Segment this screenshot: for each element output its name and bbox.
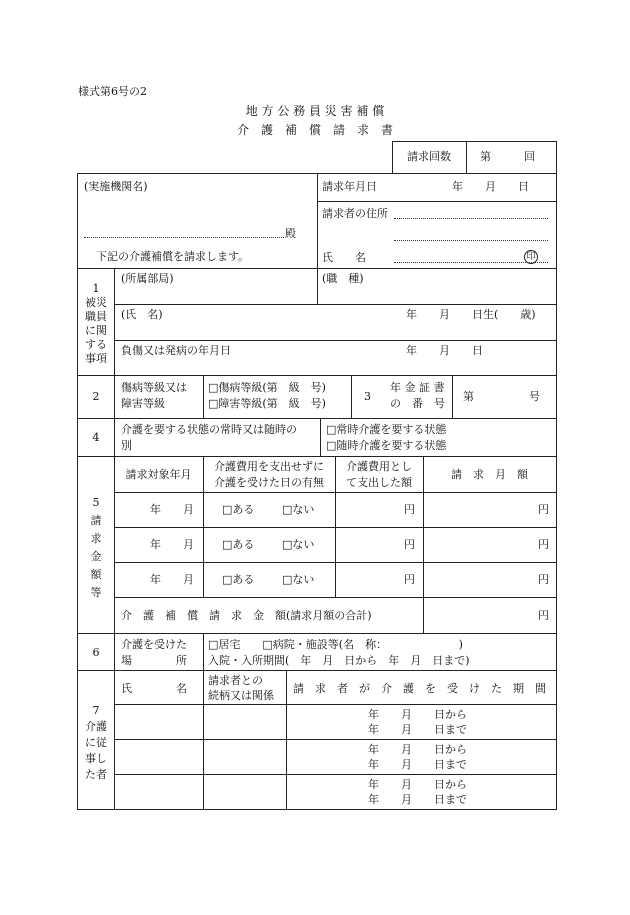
caregiver3-from[interactable]: 年 月 日から [368, 778, 467, 791]
dept-label: (所属部局) [121, 272, 174, 285]
row3-expense-yen[interactable]: 円 [404, 573, 415, 586]
section5-side-4: 金 [90, 550, 102, 563]
head-target-month: 請求対象年月 [125, 468, 192, 481]
disability-grade-option[interactable]: □障害等級(第 級 号) [208, 397, 326, 410]
request-date-value[interactable]: 年 月 日 [452, 180, 529, 193]
care-place-label-2: 場 所 [121, 654, 187, 667]
care-place-label-1: 介護を受けた [121, 638, 187, 651]
agency-dono: 殿 [285, 227, 296, 240]
care-state-label-2: 別 [121, 439, 132, 452]
relationship-head-1: 請求者との [208, 674, 263, 687]
caregiver2-to[interactable]: 年 月 日まで [368, 758, 467, 771]
row2-year-month[interactable]: 年 月 [150, 538, 194, 551]
section7-side-5: た者 [85, 768, 107, 781]
row1-expense-yen[interactable]: 円 [404, 503, 415, 516]
row3-yes-option[interactable]: □ある [222, 573, 255, 586]
section5-side-2: 請 [90, 514, 102, 527]
seal-text: 印 [524, 250, 538, 264]
pension-label-1: 年 金 証 書 [390, 381, 445, 394]
section5-side-5: 額 [90, 568, 102, 581]
care-state-label-1: 介護を要する状態の常時又は随時の [121, 423, 297, 436]
section7-side-3: に従 [85, 736, 107, 749]
row1-amount-yen[interactable]: 円 [538, 503, 549, 516]
head-no-expense-1: 介護費用を支出せずに [214, 460, 324, 473]
row2-no-option[interactable]: □ない [282, 538, 315, 551]
section6-number: 6 [92, 646, 100, 659]
seal-mark [524, 250, 538, 264]
pension-label-2: の 番 号 [390, 397, 445, 410]
head-expense-1: 介護費用とし [346, 460, 412, 473]
row2-yes-option[interactable]: □ある [222, 538, 255, 551]
row3-no-option[interactable]: □ない [282, 573, 315, 586]
position-label: (職 種) [322, 272, 364, 285]
section5-side-1: 5 [92, 496, 100, 509]
address-line-1[interactable] [394, 218, 548, 219]
form-number: 様式第6号の2 [78, 85, 147, 98]
count-label: 請求回数 [407, 150, 451, 163]
section1-side-6: 事項 [85, 352, 107, 365]
section2-number: 2 [92, 390, 100, 403]
employee-name-label: (氏 名) [121, 308, 163, 321]
agency-name-line[interactable] [84, 237, 284, 238]
head-monthly-amount: 請 求 月 額 [451, 468, 528, 481]
section1-side-5: する [85, 338, 107, 351]
requester-name-label: 氏 名 [322, 251, 366, 264]
row1-year-month[interactable]: 年 月 [150, 503, 194, 516]
caregiver3-to[interactable]: 年 月 日まで [368, 793, 467, 806]
row2-amount-yen[interactable]: 円 [538, 538, 549, 551]
section7-side-2: 介護 [85, 720, 107, 733]
head-no-expense-2: 介護を受けた日の有無 [214, 476, 324, 489]
row3-amount-yen[interactable]: 円 [538, 573, 549, 586]
caregiver-name-head: 氏 名 [121, 682, 187, 695]
injury-grade-option[interactable]: □傷病等級(第 級 号) [208, 381, 326, 394]
row1-yes-option[interactable]: □ある [222, 503, 255, 516]
total-amount-yen[interactable]: 円 [538, 609, 549, 622]
section4-number: 4 [92, 431, 100, 444]
caregiver2-from[interactable]: 年 月 日から [368, 743, 467, 756]
caregiver1-to[interactable]: 年 月 日まで [368, 723, 467, 736]
care-place-options[interactable]: □居宅 □病院・施設等(名 称： ) [208, 638, 463, 651]
injury-date-label: 負傷又は発病の年月日 [121, 344, 231, 357]
section1-side-1: 1 [92, 282, 100, 295]
request-date-label: 請求年月日 [322, 180, 377, 193]
row3-year-month[interactable]: 年 月 [150, 573, 194, 586]
section1-side-4: に関 [85, 324, 107, 337]
head-expense-2: て支出した額 [346, 476, 412, 489]
section3-number: 3 [364, 390, 371, 403]
constant-care-option[interactable]: □常時介護を要する状態 [326, 423, 447, 436]
form-title-line1: 地 方 公 務 員 災 害 補 償 [245, 104, 385, 118]
grade-label-2: 障害等級 [121, 397, 165, 410]
section1-side-3: 職員 [85, 310, 107, 323]
section1-side-2: 被災 [85, 296, 107, 309]
occasional-care-option[interactable]: □随時介護を要する状態 [326, 439, 447, 452]
pension-number-value[interactable]: 第 号 [463, 390, 540, 403]
injury-date-value[interactable]: 年 月 日 [406, 344, 483, 357]
row1-no-option[interactable]: □ない [282, 503, 315, 516]
form-title-line2: 介 護 補 償 請 求 書 [236, 123, 393, 137]
count-value[interactable]: 第 回 [480, 150, 535, 163]
total-amount-label: 介 護 補 償 請 求 金 額(請求月額の合計) [121, 609, 372, 622]
section7-side-4: 事し [85, 752, 107, 765]
care-period-head: 請 求 者 が 介 護 を 受 け た 期 間 [293, 682, 546, 695]
section7-side-1: 7 [92, 704, 100, 717]
address-line-2[interactable] [394, 240, 548, 241]
row2-expense-yen[interactable]: 円 [404, 538, 415, 551]
agency-label: (実施機関名) [84, 180, 148, 193]
relationship-head-2: 続柄又は関係 [208, 689, 274, 702]
address-label: 請求者の住所 [322, 207, 388, 220]
section5-side-3: 求 [90, 532, 102, 545]
grade-label-1: 傷病等級又は [121, 381, 187, 394]
birth-date-value[interactable]: 年 月 日生( 歳) [406, 308, 536, 321]
admission-period[interactable]: 入院・入所期間( 年 月 日から 年 月 日まで) [208, 654, 470, 667]
caregiver1-from[interactable]: 年 月 日から [368, 708, 467, 721]
section5-side-6: 等 [90, 586, 102, 599]
request-text: 下記の介護補償を請求します。 [96, 250, 250, 263]
